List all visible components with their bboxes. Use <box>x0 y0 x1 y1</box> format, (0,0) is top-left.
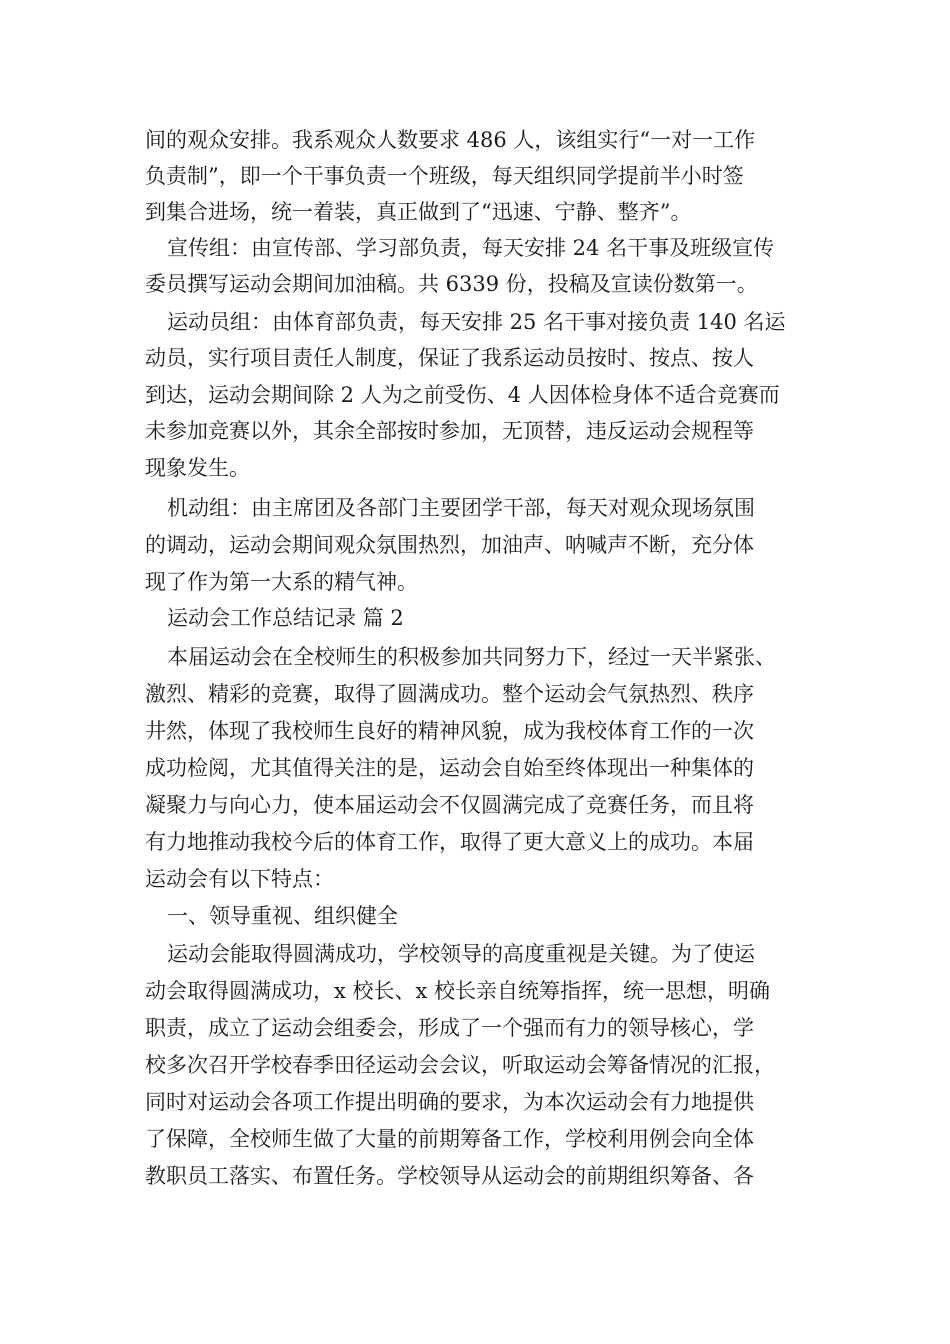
text-line: 成功检阅，尤其值得关注的是，运动会自始至终体现出一种集体的 <box>145 756 754 780</box>
text-line: 同时对运动会各项工作提出明确的要求，为本次运动会有力地提供 <box>145 1090 754 1114</box>
subsection-heading: 一、领导重视、组织健全 <box>167 904 398 928</box>
text-line: 有力地推动我校今后的体育工作，取得了更大意义上的成功。本届 <box>145 830 754 854</box>
text-line: 井然，体现了我校师生良好的精神风貌，成为我校体育工作的一次 <box>145 719 754 743</box>
text-line: 委员撰写运动会期间加油稿。共 6339 份，投稿及宣读份数第一。 <box>145 272 758 296</box>
text-line: 职责，成立了运动会组委会，形成了一个强而有力的领导核心，学 <box>145 1016 754 1040</box>
text-line: 现了作为第一大系的精气神。 <box>145 570 418 594</box>
text-line: 激烈、精彩的竞赛，取得了圆满成功。整个运动会气氛热烈、秩序 <box>145 682 754 706</box>
text-line: 校多次召开学校春季田径运动会会议，听取运动会筹备情况的汇报， <box>145 1053 775 1077</box>
text-line: 到集合进场，统一着装，真正做到了“迅速、宁静、整齐”。 <box>145 200 692 224</box>
text-line: 的调动，运动会期间观众氛围热烈，加油声、呐喊声不断，充分体 <box>145 533 754 557</box>
text-line: 凝聚力与向心力，使本届运动会不仅圆满完成了竞赛任务，而且将 <box>145 793 754 817</box>
text-line: 了保障，全校师生做了大量的前期筹备工作，学校利用例会向全体 <box>145 1127 754 1151</box>
text-line: 到达，运动会期间除 2 人为之前受伤、4 人因体检身体不适合竞赛而 <box>145 383 780 407</box>
paragraph-start: 运动会能取得圆满成功，学校领导的高度重视是关键。为了使运 <box>167 942 755 966</box>
text-line: 未参加竞赛以外，其余全部按时参加，无顶替，违反运动会规程等 <box>145 419 754 443</box>
paragraph-start: 机动组：由主席团及各部门主要团学干部，每天对观众现场氛围 <box>167 496 755 520</box>
text-line: 现象发生。 <box>145 456 250 480</box>
text-line: 教职员工落实、布置任务。学校领导从运动会的前期组织筹备、各 <box>145 1164 754 1188</box>
text-line: 间的观众安排。我系观众人数要求 486 人，该组实行“一对一工作 <box>145 128 756 152</box>
text-line: 动会取得圆满成功，x 校长、x 校长亲自统筹指挥，统一思想，明确 <box>145 979 771 1003</box>
text-line: 负责制”，即一个干事负责一个班级，每天组织同学提前半小时签 <box>145 164 744 188</box>
paragraph-start: 宣传组：由宣传部、学习部负责，每天安排 24 名干事及班级宣传 <box>167 236 775 260</box>
paragraph-start: 运动员组：由体育部负责，每天安排 25 名干事对接负责 140 名运 <box>167 310 786 334</box>
text-line: 动员，实行项目责任人制度，保证了我系运动员按时、按点、按人 <box>145 346 754 370</box>
paragraph-start: 本届运动会在全校师生的积极参加共同努力下，经过一天半紧张、 <box>167 645 776 669</box>
text-line: 运动会有以下特点： <box>145 867 334 891</box>
section-heading: 运动会工作总结记录 篇 2 <box>167 606 404 630</box>
